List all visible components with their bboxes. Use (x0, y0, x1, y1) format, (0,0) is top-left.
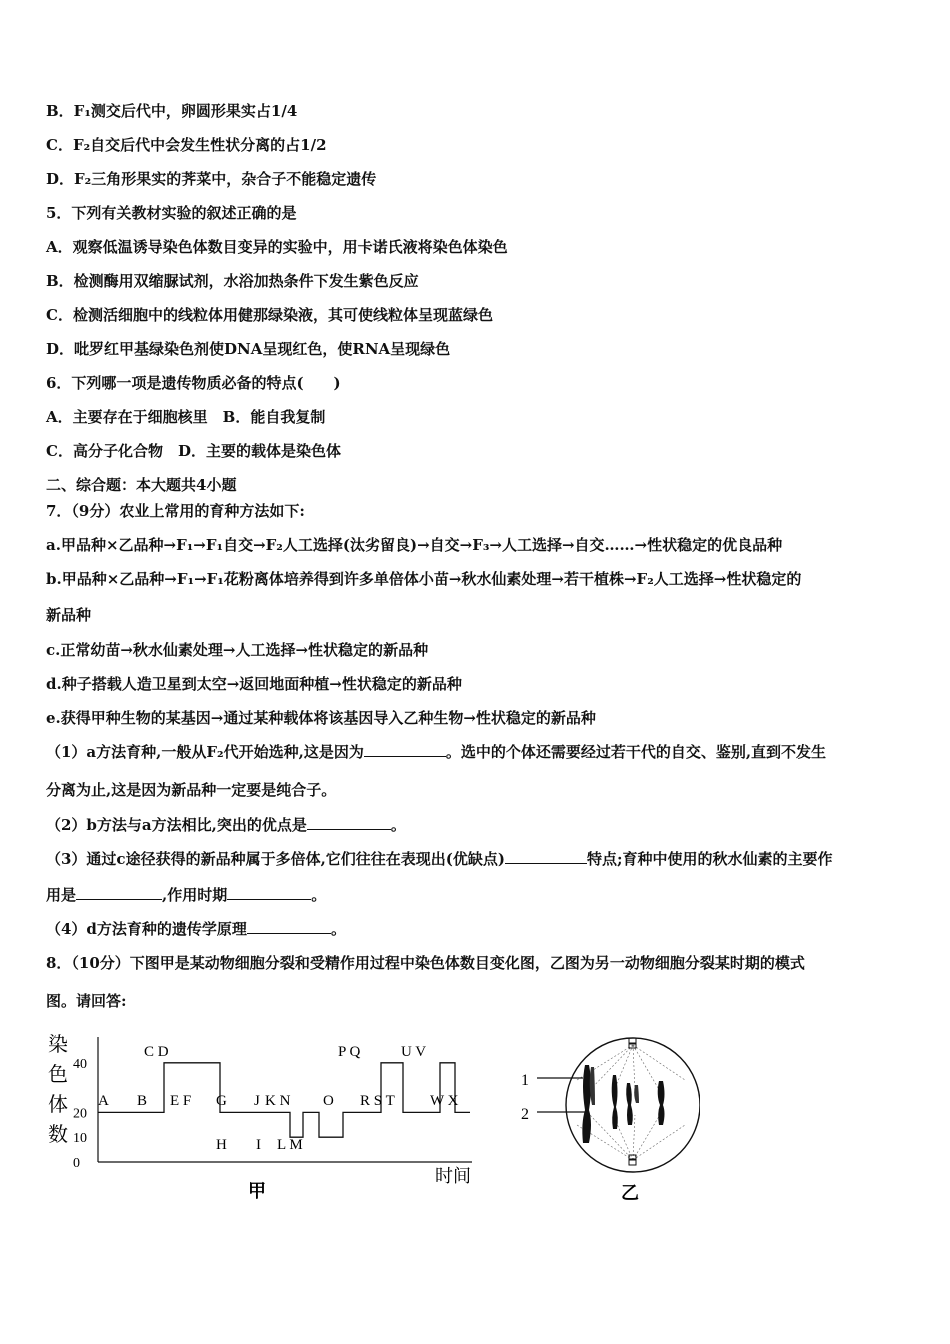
point-label-top: A (98, 1093, 109, 1109)
q7-method-a: a.甲品种×乙品种→F₁→F₁自交→F₂人工选择(汰劣留良)→自交→F₃→人工选择→自交……→性状稳定的优良品种 (46, 536, 783, 554)
q7-sub2-end: 。 (390, 816, 406, 834)
q7-sub1-text-cont: 。选中的个体还需要经过若干代的自交、鉴别,直到不发生 (445, 743, 827, 761)
q6-options-row2: C．高分子化合物 D．主要的载体是染色体 (46, 442, 341, 460)
answer-blank[interactable] (227, 885, 311, 900)
q7-sub3-text: （3）通过c途径获得的新品种属于多倍体,它们往往在表现出(优缺点) (46, 850, 505, 868)
q7-sub3-cont (46, 885, 326, 905)
q7-method-b: b.甲品种×乙品种→F₁→F₁花粉离体培养得到许多单倍体小苗→秋水仙素处理→若干植株→F₂人工选择→性状稳定的 (46, 570, 802, 588)
q7-method-b-cont: 新品种 (46, 606, 92, 624)
q8-stem-cont: 图。请回答: (46, 992, 127, 1010)
answer-blank[interactable] (364, 742, 446, 757)
chart-title: 甲 (248, 1181, 266, 1201)
q8-stem: 8．（10分）下图甲是某动物细胞分裂和受精作用过程中染色体数目变化图，乙图为另一动物细胞分裂某时期的模式 (46, 954, 805, 972)
answer-blank[interactable] (307, 815, 391, 830)
y-tick-label: 10 (73, 1131, 87, 1147)
y-label-char: 染 (48, 1034, 68, 1056)
chromosome-large-icon (582, 1065, 595, 1143)
q7-sub1 (46, 742, 826, 762)
q6-options-row1: A．主要存在于细胞核里 B．能自我复制 (46, 408, 326, 426)
q7-sub4-text: （4）d方法育种的遗传学原理 (46, 920, 247, 938)
y-tick-label: 0 (73, 1156, 80, 1171)
point-label-top: P Q (338, 1044, 361, 1060)
chromosome-pair-2-icon (626, 1083, 639, 1125)
figure-yi (515, 1025, 700, 1210)
y-tick-label: 40 (73, 1056, 87, 1072)
q5-option-c: C．检测活细胞中的线粒体用健那绿染液，其可使线粒体呈现蓝绿色 (46, 306, 493, 324)
point-labels (98, 1044, 459, 1153)
q7-method-e: e.获得甲种生物的某基因→通过某种载体将该基因导入乙种生物→性状稳定的新品种 (46, 709, 596, 727)
label-2: 2 (521, 1106, 529, 1123)
q7-sub1-text: （1）a方法育种,一般从F₂代开始选种,这是因为 (46, 743, 364, 761)
q5-option-b: B．检测酶用双缩脲试剂，水浴加热条件下发生紫色反应 (46, 272, 419, 290)
q7-sub3-end: 。 (311, 886, 327, 904)
q7-sub4 (46, 919, 346, 939)
q7-sub3-text3: ,作用时期 (162, 886, 228, 904)
point-label-top: W X (430, 1093, 459, 1109)
y-axis-label (48, 1033, 68, 1146)
point-label-bottom: H (216, 1137, 227, 1153)
q7-sub3-text2: 用是 (46, 886, 77, 904)
figure-title: 乙 (621, 1183, 639, 1203)
q5-option-a: A．观察低温诱导染色体数目变异的实验中，用卡诺氏液将染色体染色 (46, 238, 508, 256)
answer-blank[interactable] (505, 849, 587, 864)
point-label-bottom: I (256, 1137, 261, 1153)
q4-option-c: C．F₂自交后代中会发生性状分离的占1/2 (46, 136, 327, 154)
q7-sub3-text-cont: 特点;育种中使用的秋水仙素的主要作 (587, 850, 833, 868)
cell-division-diagram (515, 1025, 700, 1210)
q7-method-c: c.正常幼苗→秋水仙素处理→人工选择→性状稳定的新品种 (46, 641, 429, 659)
x-axis-label: 时间 (435, 1166, 471, 1186)
y-label-char: 数 (48, 1124, 68, 1146)
point-label-top: B (137, 1093, 148, 1109)
y-label-char: 色 (48, 1064, 68, 1086)
q7-sub2-text: （2）b方法与a方法相比,突出的优点是 (46, 816, 307, 834)
answer-blank[interactable] (247, 919, 331, 934)
q7-method-d: d.种子搭载人造卫星到太空→返回地面种植→性状稳定的新品种 (46, 675, 462, 693)
answer-blank[interactable] (76, 885, 162, 900)
q7-sub3 (46, 849, 833, 869)
label-1: 1 (521, 1072, 529, 1089)
y-label-char: 体 (48, 1094, 68, 1116)
point-label-top: E F (170, 1093, 192, 1109)
q5-stem: 5．下列有关教材实验的叙述正确的是 (46, 204, 297, 222)
chromosome-pair-1-icon (612, 1075, 618, 1129)
point-label-top: O (323, 1093, 334, 1109)
y-ticks (73, 1057, 87, 1171)
y-tick-label: 20 (73, 1106, 87, 1122)
q6-stem: 6．下列哪一项是遗传物质必备的特点( ) (46, 374, 341, 392)
section-heading: 二、综合题：本大题共4小题 (46, 476, 237, 494)
figure-jia (40, 1025, 490, 1210)
q4-option-d: D．F₂三角形果实的荠菜中，杂合子不能稳定遗传 (46, 170, 377, 188)
q7-sub4-end: 。 (330, 920, 346, 938)
point-label-top: C D (144, 1044, 169, 1060)
q4-option-b: B．F₁测交后代中，卵圆形果实占1/4 (46, 102, 298, 120)
chromosome-count-chart (40, 1025, 490, 1210)
point-label-top: J (254, 1093, 260, 1109)
chromosome-right-icon (658, 1081, 665, 1125)
q7-sub2 (46, 815, 406, 835)
point-label-top: G (216, 1093, 227, 1109)
point-label-top: U V (401, 1044, 427, 1060)
q7-stem: 7．（9分）农业上常用的育种方法如下: (46, 502, 305, 520)
q7-sub1-cont: 分离为止,这是因为新品种一定要是纯合子。 (46, 781, 337, 799)
point-label-top: K N (265, 1093, 291, 1109)
q5-option-d: D．吡罗红甲基绿染色剂使DNA呈现红色，使RNA呈现绿色 (46, 340, 451, 358)
point-label-bottom: L M (277, 1137, 303, 1153)
point-label-top: R S T (360, 1093, 395, 1109)
